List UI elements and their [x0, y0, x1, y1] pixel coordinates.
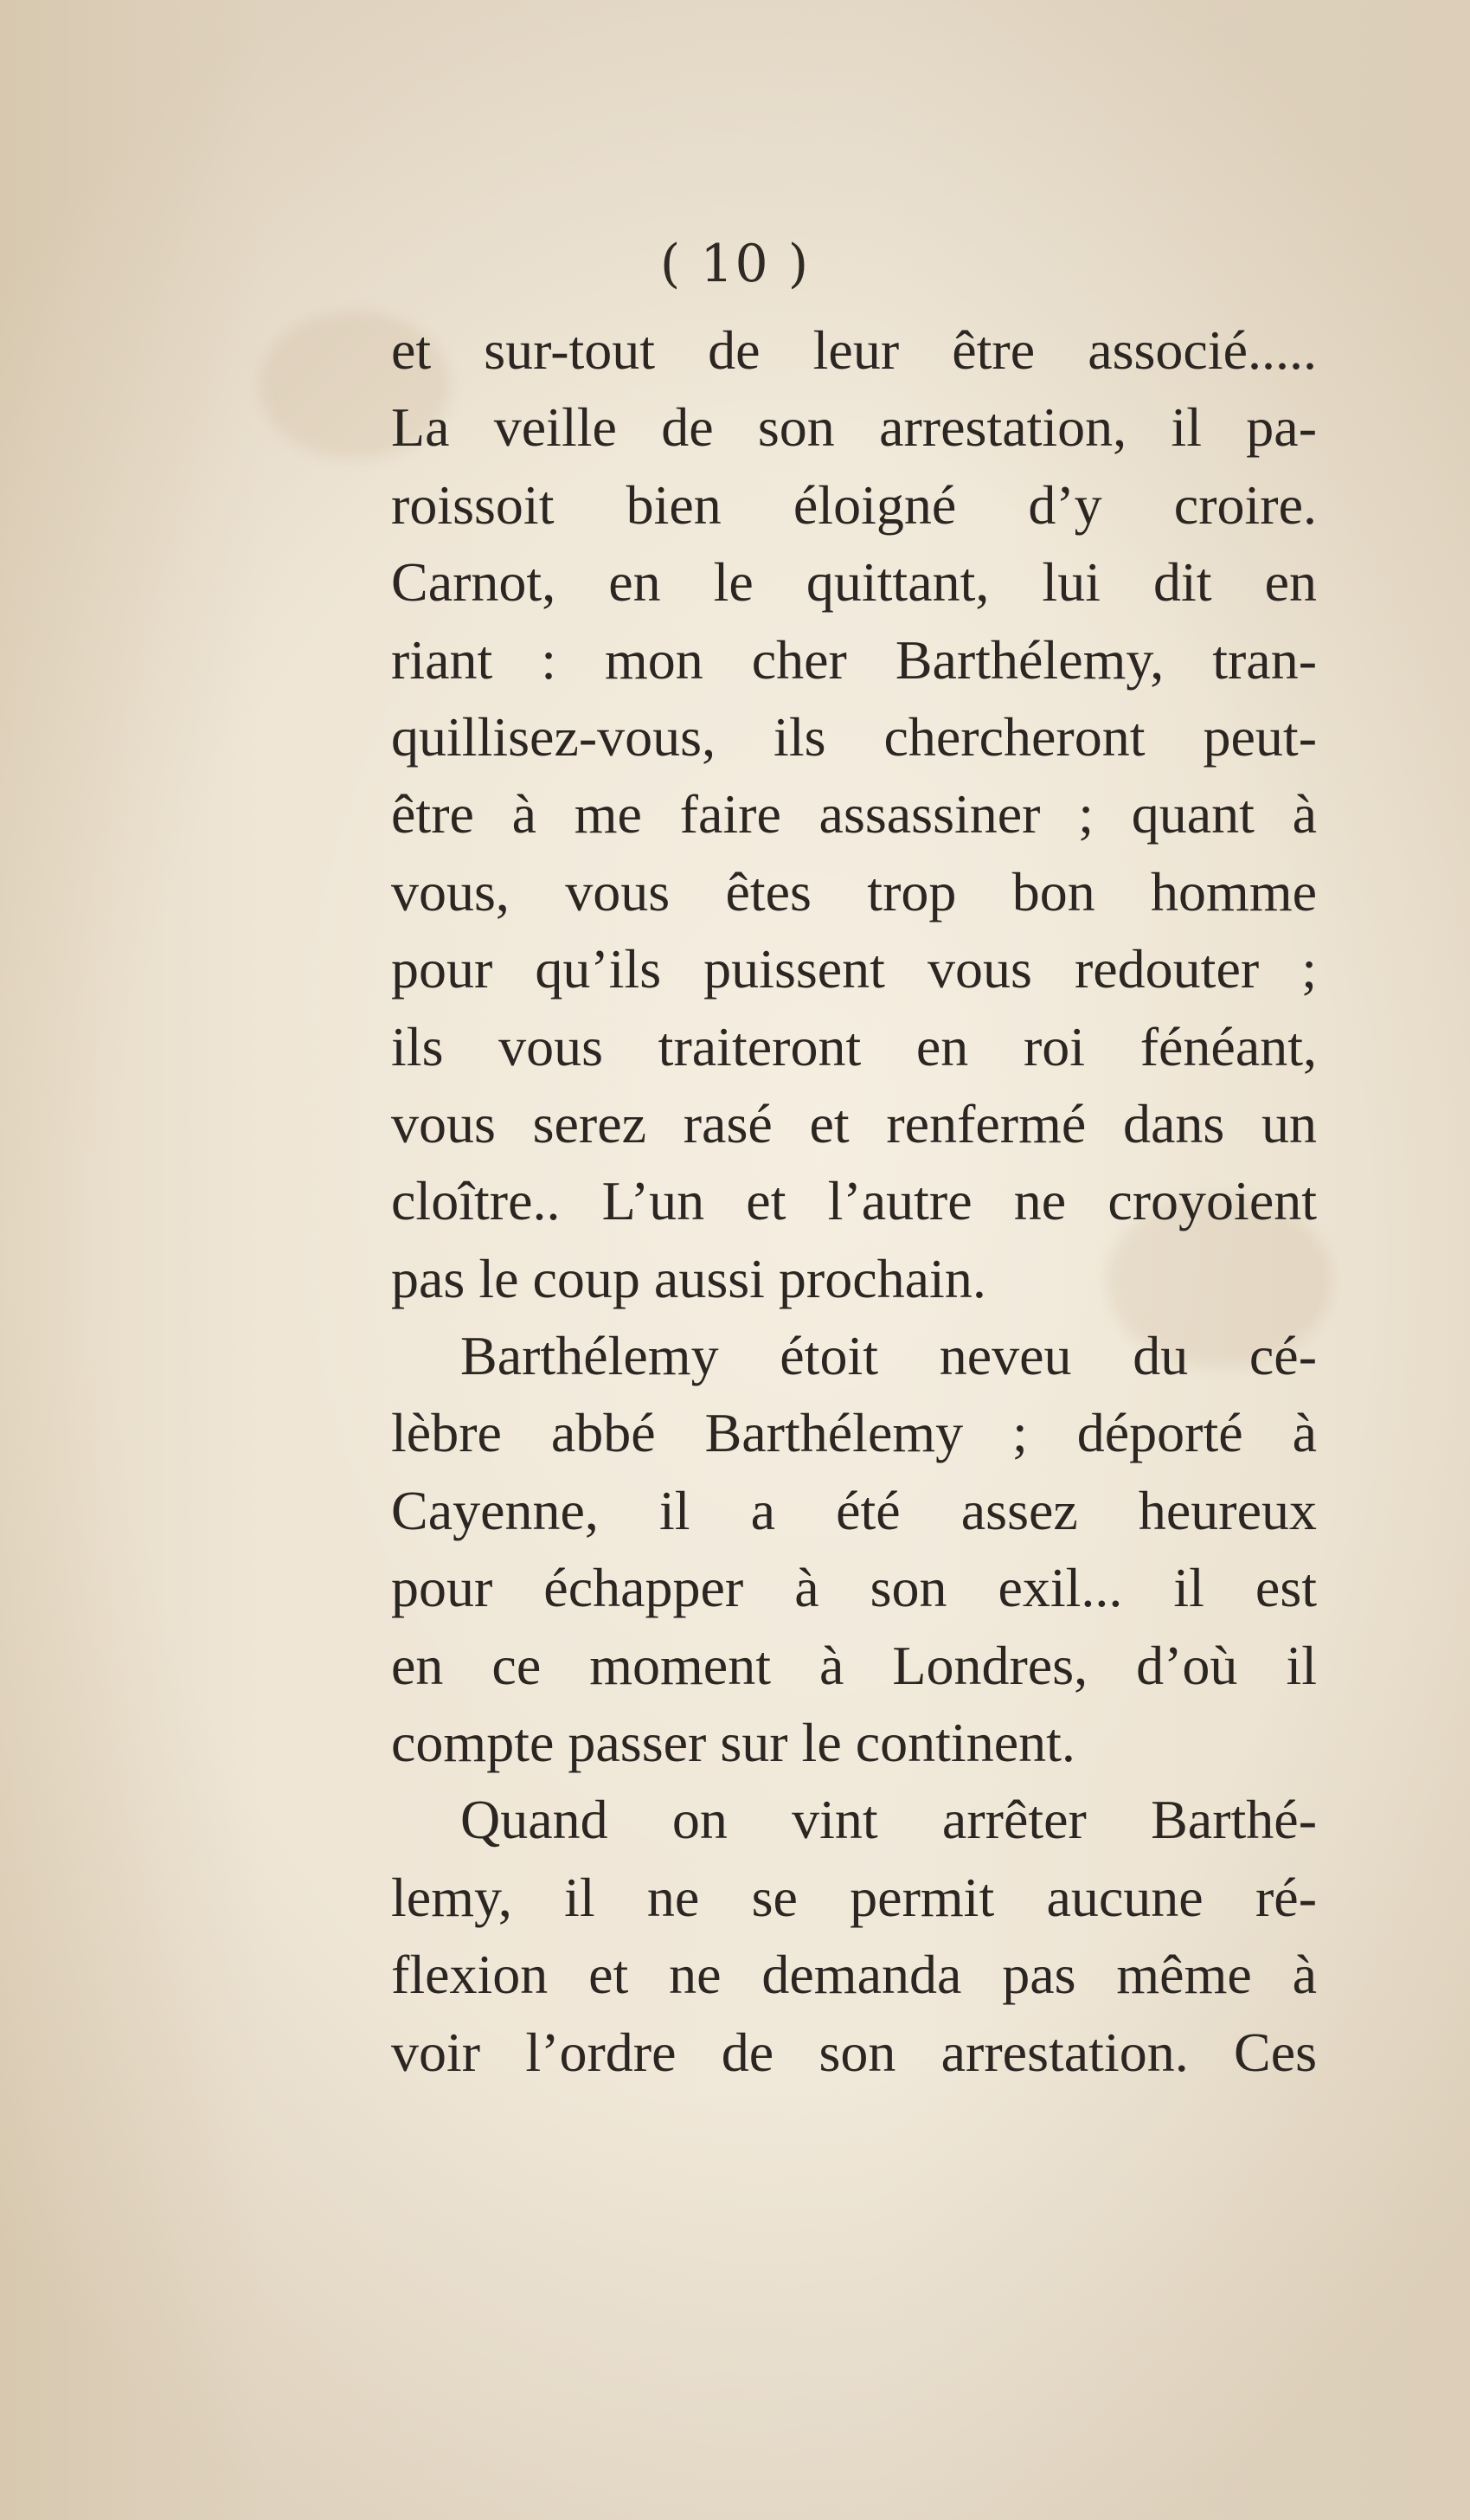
text-line: Carnot, en le quittant, lui dit en [391, 551, 1317, 614]
text-line: vous, vous êtes trop bon homme [391, 860, 1317, 922]
text-line: voir l’ordre de son arrestation. Ces [391, 2021, 1317, 2083]
page-number: ( 10 ) [659, 234, 811, 294]
text-line: quillisez-vous, ils chercheront peut- [391, 705, 1317, 768]
text-line: Cayenne, il a été assez heureux [391, 1479, 1317, 1541]
text-line: et sur-tout de leur être associé..... [391, 319, 1317, 381]
text-line: vous serez rasé et renfermé dans un [391, 1092, 1317, 1154]
body-text [391, 312, 1317, 2091]
text-line: flexion et ne demanda pas même à [391, 1944, 1317, 2006]
text-line: lemy, il ne se permit aucune ré- [391, 1866, 1317, 1928]
text-line: être à me faire assassiner ; quant à [391, 783, 1317, 845]
paragraph-start-line: Barthélemy étoit neveu du cé- [460, 1325, 1317, 1387]
text-line: pour qu’ils puissent vous redouter ; [391, 938, 1317, 1000]
paragraph-start-line: Quand on vint arrêter Barthé- [460, 1789, 1317, 1851]
text-line: pour échapper à son exil... il est [391, 1557, 1317, 1619]
text-line: cloître.. L’un et l’autre ne croyoient [391, 1170, 1317, 1232]
paragraph-end-line: pas le coup aussi prochain. [391, 1247, 986, 1309]
text-line: roissoit bien éloigné d’y croire. [391, 473, 1317, 536]
text-line: en ce moment à Londres, d’où il [391, 1634, 1317, 1696]
text-line: lèbre abbé Barthélemy ; déporté à [391, 1402, 1317, 1464]
paragraph-end-line: compte passer sur le continent. [391, 1712, 1075, 1774]
text-line: ils vous traiteront en roi fénéant, [391, 1015, 1317, 1077]
text-line: La veille de son arrestation, il pa- [391, 396, 1317, 459]
text-line: riant : mon cher Barthélemy, tran- [391, 628, 1317, 691]
